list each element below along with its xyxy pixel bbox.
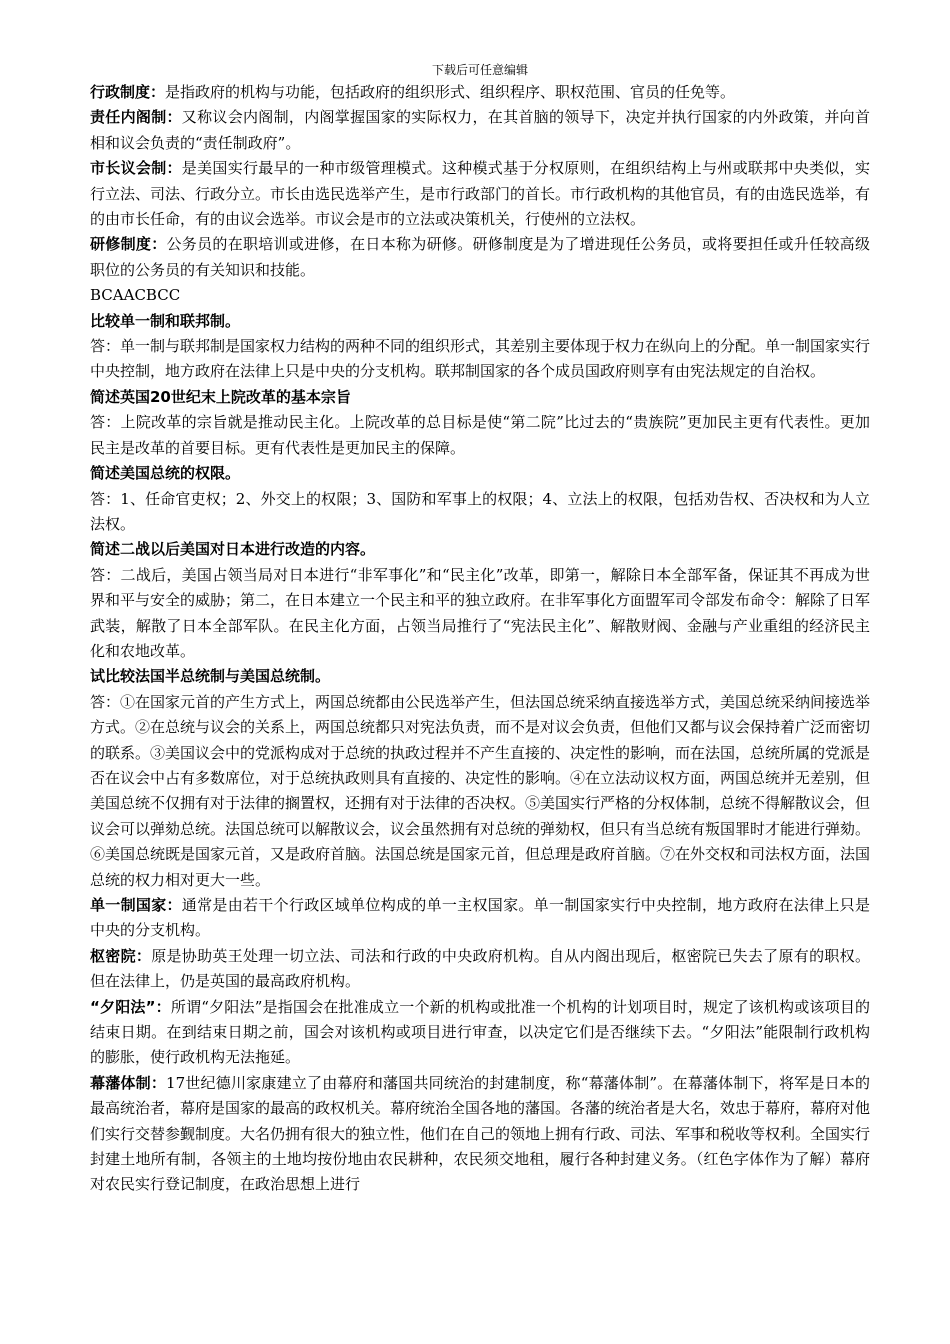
question-heading: 简述英国20世纪末上院改革的基本宗旨 bbox=[90, 387, 351, 406]
term-label: “夕阳法”： bbox=[90, 997, 171, 1016]
definition-administrative-system bbox=[90, 80, 870, 105]
term-label: 行政制度： bbox=[90, 83, 166, 101]
term-text: 公务员的在职培训或进修，在日本称为研修。研修制度是为了增进现任公务员，或将要担任或升任较高级职位的公务员的有关知识和技能。 bbox=[90, 235, 870, 279]
term-text: 17世纪德川家康建立了由幕府和藩国共同统治的封建制度，称“幕藩体制”。在幕藩体制下，将军是日本的最高统治者，幕府是国家的最高的政权机关。幕府统治全国各地的藩国。各藩的统治者是大名，效忠于幕府，幕府对他们实行交替参觐制度。大名仍拥有很大的独立性，他们在自己的领地上拥有行政、司法、军事和税收等权利。全国实行封建土地所有制，各领主的土地均按份地由农民耕种，农民须交地租，履行各种封建义务。（红色字体作为了解）幕府对农民实行登记制度，在政治思想上进行 bbox=[90, 1073, 871, 1194]
definition-bakuhan-system bbox=[90, 1071, 870, 1198]
answer-paragraph: 答：①在国家元首的产生方式上，两国总统都由公民选举产生，但法国总统采纳直接选举方式，美国总统采纳间接选举方式。②在总统与议会的关系上，两国总统都只对宪法负责，而不是对议会负责，但他们又都与议会保持着广泛而密切的联系。③美国议会中的党派构成对于总统的执政过程并不产生直接的、决定性的影响，而在法国，总统所属的党派是否在议会中占有多数席位，对于总统执政则具有直接的、决定性的影响。④在立法动议权方面，两国总统并无差别，但美国总统不仅拥有对于法律的搁置权，还拥有对于法律的否决权。⑤美国实行严格的分权体制，总统不得解散议会，但议会可以弹劾总统。法国总统可以解散议会，议会虽然拥有对总统的弹劾权，但只有当总统有叛国罪时才能进行弹劾。⑥美国总统既是国家元首，又是政府首脑。法国总统是国家元首，但总理是政府首脑。⑦在外交权和司法权方面，法国总统的权力相对更大一些。 bbox=[90, 692, 871, 889]
definition-mayor-council bbox=[90, 156, 870, 232]
answer-paragraph: 答：单一制与联邦制是国家权力结构的两种不同的组织形式，其差别主要体现于权力在纵向上的分配。单一制国家实行中央控制，地方政府在法律上只是中央的分支机构。联邦制国家的各个成员国政府则享有由宪法规定的自治权。 bbox=[90, 337, 871, 381]
definition-unitary-state bbox=[90, 893, 870, 944]
term-label: 枢密院： bbox=[90, 946, 152, 965]
definition-cabinet-system bbox=[90, 105, 870, 156]
term-label: 幕藩体制： bbox=[90, 1073, 167, 1092]
question-heading: 试比较法国半总统制与美国总统制。 bbox=[90, 667, 331, 686]
term-label: 单一制国家： bbox=[90, 896, 182, 914]
page-header: 下载后可任意编辑 bbox=[431, 63, 528, 77]
question-heading: 比较单一制和联邦制。 bbox=[90, 311, 241, 330]
answer-paragraph: 答：二战后，美国占领当局对日本进行“非军事化”和“民主化”改革，即第一，解除日本全部军备，保证其不再成为世界和平与安全的威胁；第二，在日本建立一个民主和平的独立政府。在非军事化方面盟军司令部发布命令：解除了日军武装，解散了日本全部军队。在民主化方面，占领当局推行了“宪法民主化”、解散财阀、金融与产业重组的经济民主化和农地改革。 bbox=[90, 565, 871, 660]
term-label: 市长议会制： bbox=[90, 159, 182, 178]
term-text: 是指政府的机构与功能，包括政府的组织形式、组织程序、职权范围、官员的任免等。 bbox=[165, 83, 736, 101]
document-page bbox=[90, 62, 870, 1198]
term-text: 原是协助英王处理一切立法、司法和行政的中央政府机构。自从内阁出现后，枢密院已失去了原有的职权。但在法律上，仍是英国的最高政府机构。 bbox=[90, 946, 870, 991]
answer-key: BCAACBCC bbox=[90, 286, 181, 305]
term-text: 又称议会内阁制，内阁掌握国家的实际权力，在其首脑的领导下，决定并执行国家的内外政策，并向首相和议会负责的“责任制政府”。 bbox=[90, 108, 870, 152]
term-label: 研修制度： bbox=[90, 235, 167, 254]
definition-sunset-law bbox=[90, 995, 870, 1071]
term-text: 通常是由若干个行政区域单位构成的单一主权国家。单一制国家实行中央控制，地方政府在法律上只是中央的分支机构。 bbox=[90, 896, 870, 940]
definition-training-system bbox=[90, 232, 870, 283]
definition-privy-council bbox=[90, 944, 870, 995]
question-heading: 简述美国总统的权限。 bbox=[90, 464, 241, 483]
answer-paragraph: 答：上院改革的宗旨就是推动民主化。上院改革的总目标是使“第二院”比过去的“贵族院”更加民主更有代表性。更加民主是改革的首要目标。更有代表性是更加民主的保障。 bbox=[90, 413, 870, 457]
term-text: 所谓“夕阳法”是指国会在批准成立一个新的机构或批准一个机构的计划项目时，规定了该机构或该项目的结束日期。在到结束日期之前，国会对该机构或项目进行审查，以决定它们是否继续下去。“夕阳法”能限制行政机构的膨胀，使行政机构无法拖延。 bbox=[90, 997, 871, 1067]
term-text: 是美国实行最早的一种市级管理模式。这种模式基于分权原则，在组织结构上与州或联邦中央类似，实行立法、司法、行政分立。市长由选民选举产生，是市行政部门的首长。市行政机构的其他官员，有的由选民选举，有的由市长任命，有的由议会选举。市议会是市的立法或决策机关，行使州的立法权。 bbox=[90, 159, 871, 229]
question-heading: 简述二战以后美国对日本进行改造的内容。 bbox=[90, 540, 376, 559]
term-label: 责任内阁制： bbox=[90, 108, 182, 127]
answer-paragraph: 答：1、任命官吏权；2、外交上的权限；3、国防和军事上的权限；4、立法上的权限，包括劝告权、否决权和为人立法权。 bbox=[90, 489, 870, 533]
